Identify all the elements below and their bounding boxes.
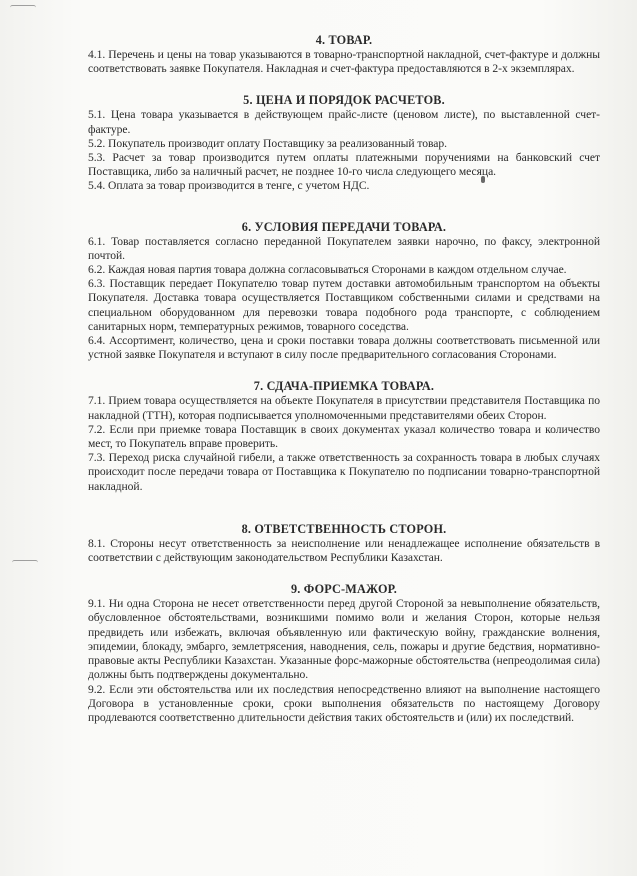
section-heading: 9. ФОРС-МАЖОР. (290, 582, 398, 597)
section-heading: 5. ЦЕНА И ПОРЯДОК РАСЧЕТОВ. (243, 93, 445, 108)
section-heading: 4. ТОВАР. (315, 33, 373, 47)
section-heading: 7. СДАЧА-ПРИЕМКА ТОВАРА. (253, 379, 435, 394)
clause-9-2: 9.2. Если эти обстоятельства или их последствия непосредственно влияют на выполнение настоящего Договора в установленные сроки, сроки выполнения обязательств по настоящему Договору продлеваются соответственно длительности действия таких обстоятельств и (или) их последствий. (88, 682, 600, 724)
section-price-and-payment (88, 93, 600, 193)
clause-7-1: 7.1. Прием товара осуществляется на объекте Покупателя в присутствии представителя Поставщика по накладной (ТТН), которая подписывается уполномоченными представителями обеих Сторон. (88, 394, 600, 422)
clause-6-1: 6.1. Товар поставляется согласно переданной Покупателем заявки нарочно, по факсу, электронной почтой. (88, 234, 600, 262)
binder-hole-mark-middle (12, 560, 38, 565)
clause-5-4: 5.4. Оплата за товар производится в тенге, с учетом НДС. (88, 179, 370, 193)
section-delivery-terms (88, 220, 600, 363)
clause-4-1: 4.1. Перечень и цены на товар указываются в товарно-транспортной накладной, счет-фактуре и должны соответствовать заявке Покупателя. Накладная и счет-фактура предоставляются в 2-х экземплярах. (88, 48, 600, 76)
clause-5-3: 5.3. Расчет за товар производится путем оплаты платежными поручениями на банковский счет Поставщика, либо за наличный расчет, не позднее 10-го числа следующего месяца. (88, 151, 600, 179)
clause-7-3: 7.3. Переход риска случайной гибели, а также ответственность за сохранность товара в любых случаях происходит после передачи товара от Поставщика к Покупателю по подписании товарно-транспортной накладной. (88, 451, 600, 493)
clause-5-2: 5.2. Покупатель производит оплату Поставщику за реализованный товар. (88, 136, 447, 150)
clause-7-2: 7.2. Если при приемке товара Поставщик в своих документах указал количество товара и количество мест, то Покупатель вправе проверить. (88, 422, 600, 451)
section-heading: 8. ОТВЕТСТВЕННОСТЬ СТОРОН. (241, 521, 447, 536)
clause-6-2: 6.2. Каждая новая партия товара должна согласовываться Сторонами в каждом отдельном случае. (88, 263, 567, 277)
section-acceptance (88, 379, 600, 493)
section-heading: 6. УСЛОВИЯ ПЕРЕДАЧИ ТОВАРА. (241, 219, 447, 234)
clause-9-1: 9.1. Ни одна Сторона не несет ответственности перед другой Стороной за невыполнение обязательств, обусловленное обстоятельствами, возникшими помимо воли и желания Сторон, которые нельзя предвидеть или избежать, включая объявленную или фактическую войну, гражданские волнения, эпидемии, блокаду, эмбарго, землетрясения, наводнения, сель, пожары и другие бедствия, нормативно-правовые акты Республики Казахстан. Указанные форс-мажорные обстоятельства (непреодолимая сила) должны быть подтверждены документально. (88, 597, 600, 682)
document-body (88, 33, 600, 725)
binder-hole-mark-top (10, 5, 36, 10)
section-goods (88, 33, 600, 76)
clause-5-1: 5.1. Цена товара указывается в действующем прайс-листе (ценовом листе), по выставленной счет-фактуре. (88, 108, 600, 136)
clause-8-1: 8.1. Стороны несут ответственность за неисполнение или ненадлежащее исполнение обязательств в соответствии с действующим законодательством Республики Казахстан. (88, 536, 600, 565)
section-liability (88, 522, 600, 565)
clause-6-3: 6.3. Поставщик передает Покупателю товар путем доставки автомобильным транспортом на объекты Покупателя. Доставка товара осуществляется Поставщиком собственными силами и средствами на специальном оборудованном для перевозки товара подобного рода транспорте, с соблюдением санитарных норм, температурных режимов, товарного соседства. (88, 277, 600, 333)
clause-6-4: 6.4. Ассортимент, количество, цена и сроки поставки товара должны соответствовать письменной или устной заявке Покупателя и вступают в силу после предварительного согласования Сторонами. (88, 334, 600, 362)
section-force-majeure (88, 582, 600, 725)
